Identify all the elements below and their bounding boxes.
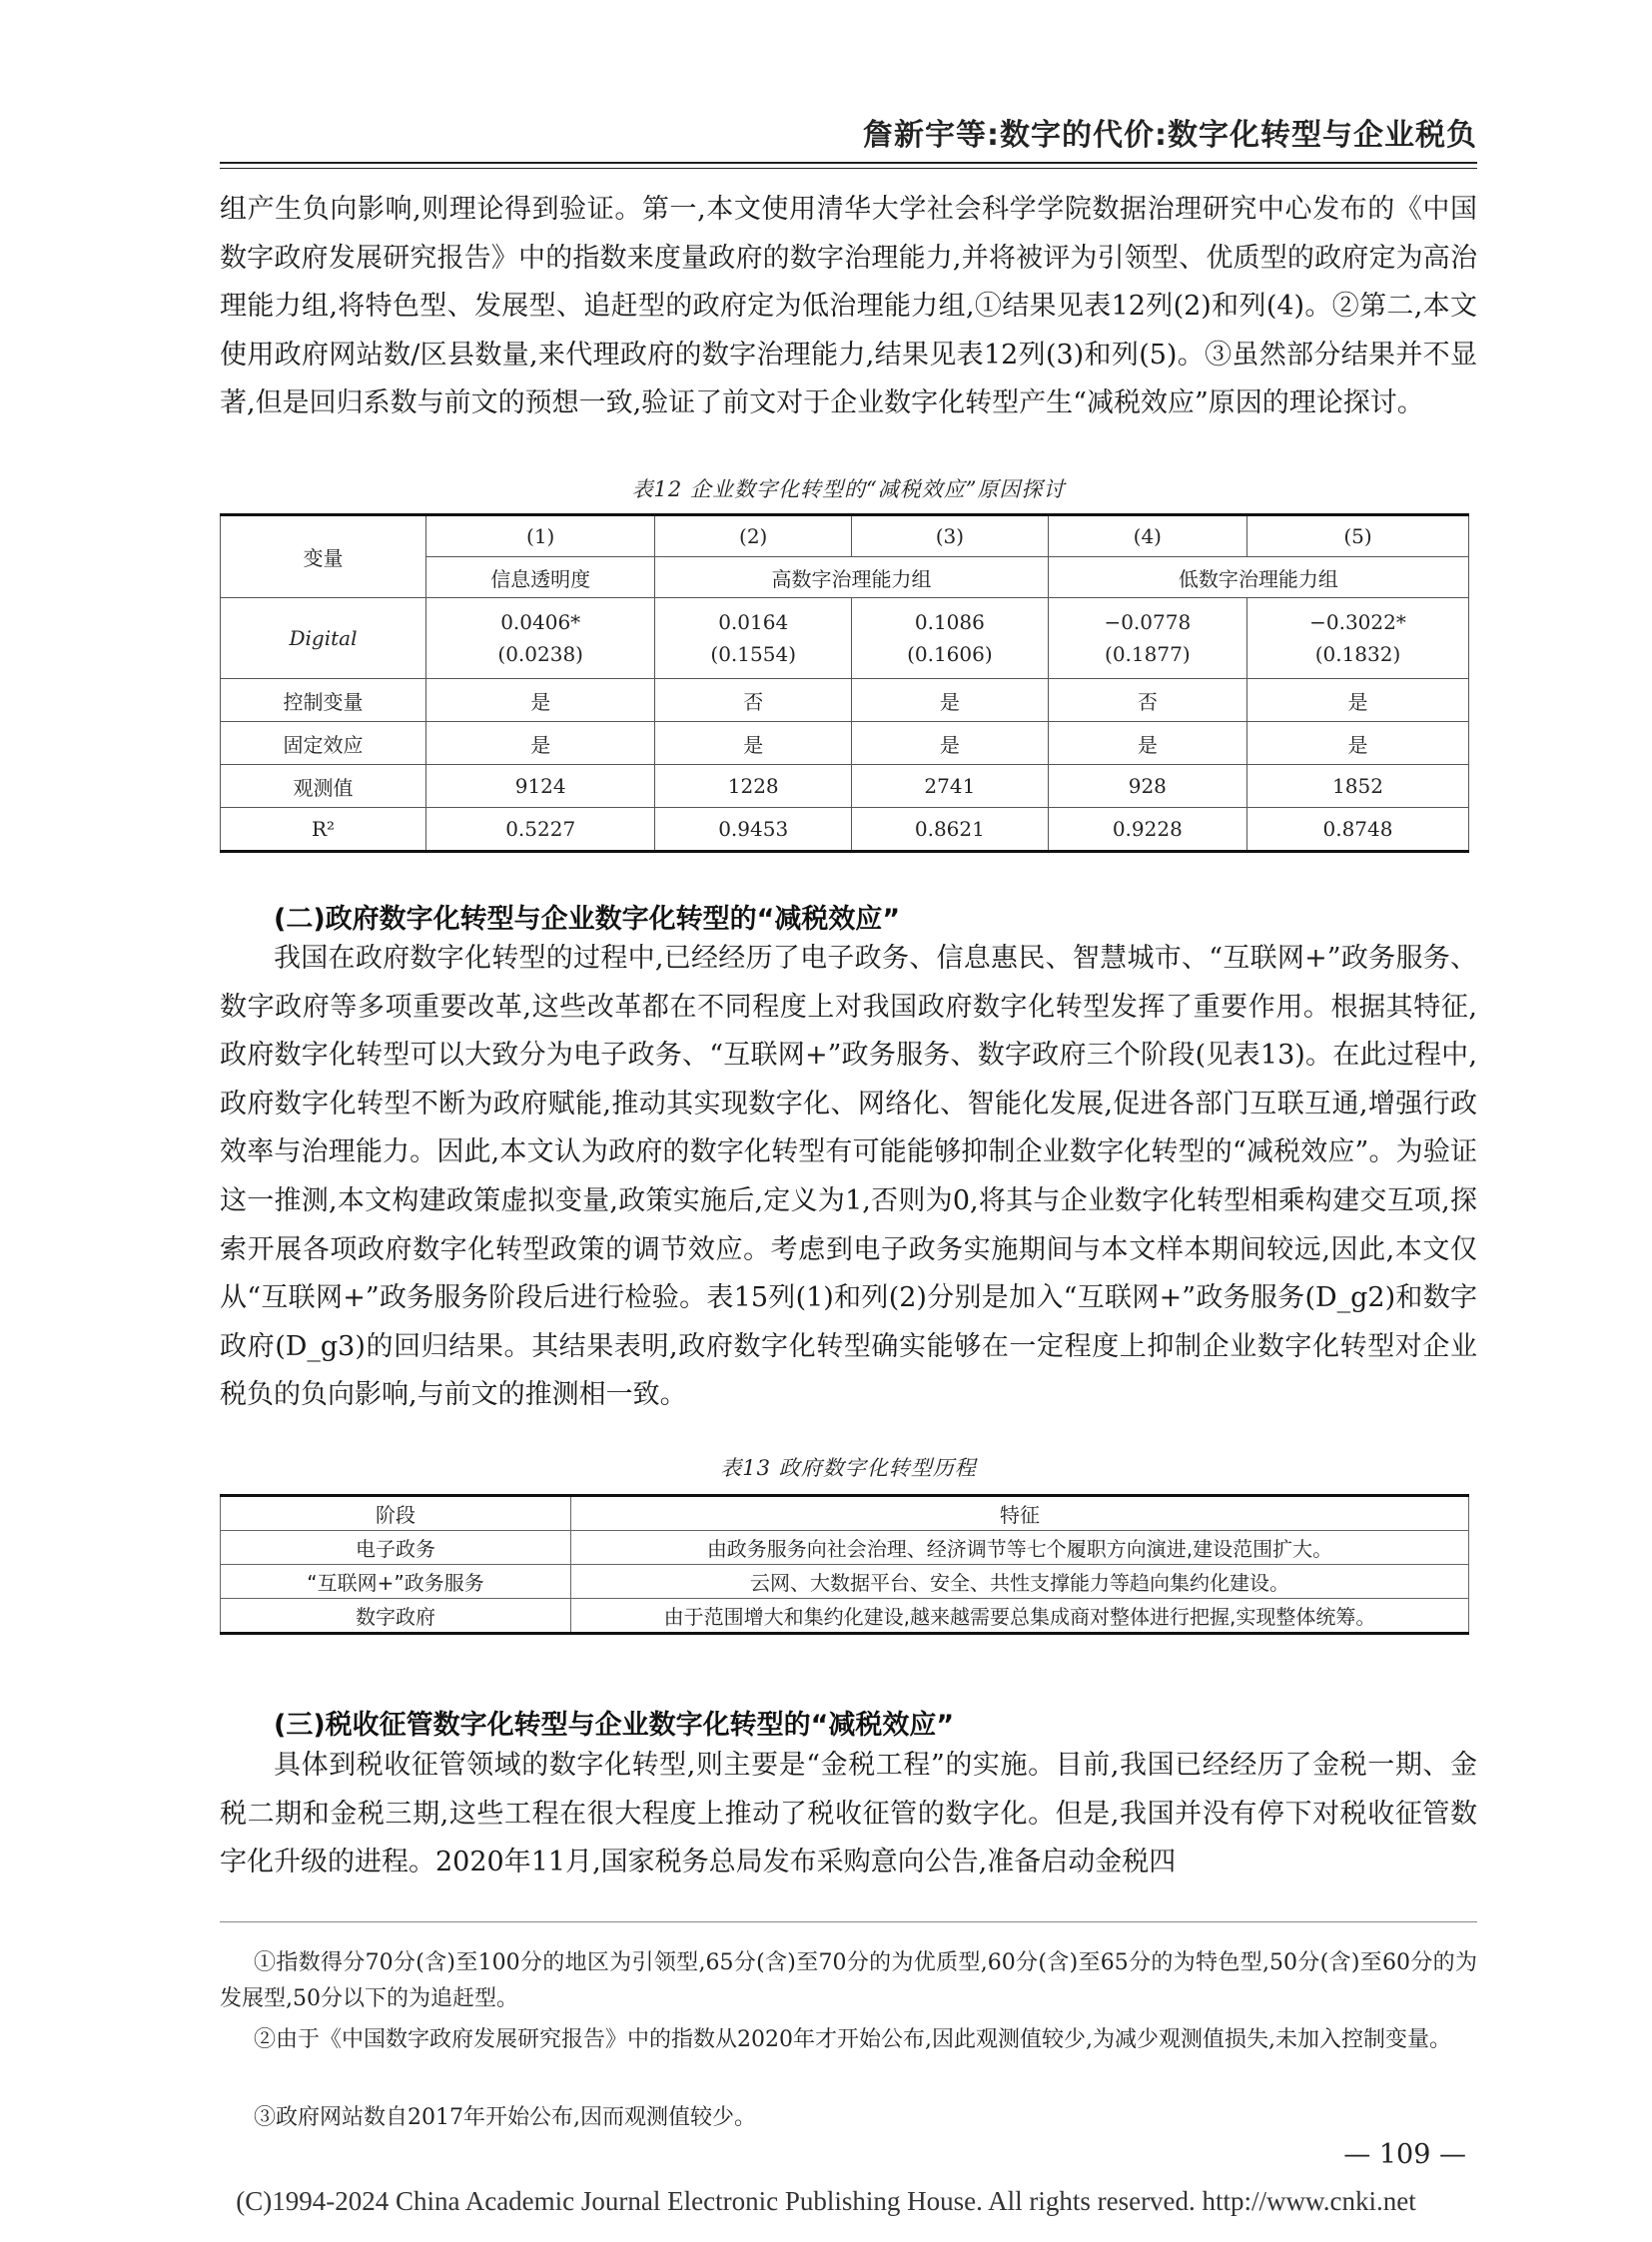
digital-label: Digital [289,626,358,650]
table12-row-label: R² [221,808,426,852]
table12-header-row [221,515,1469,557]
table12-row-controls [221,679,1469,722]
std-error: (0.0238) [497,642,583,666]
table12-caption: 表12 企业数字化转型的“减税效应”原因探讨 [631,477,1066,501]
footnote-3: ③政府网站数自2017年开始公布,因而观测值较少。 [254,2105,756,2130]
table12-cell [852,598,1049,679]
table12-cell: 否 [655,679,852,722]
section-heading-3: (三)税收征管数字化转型与企业数字化转型的“减税效应” [274,1710,955,1741]
table12-cell: 9124 [426,765,655,808]
table13-header-feature: 特征 [571,1496,1469,1531]
table12-row-r2 [221,808,1469,852]
table12-group-3: 低数字治理能力组 [1048,557,1468,598]
std-error: (0.1606) [907,642,993,666]
std-error: (0.1554) [710,642,796,666]
footnote-1: ①指数得分70分(含)至100分的地区为引领型,65分(含)至70分的为优质型,60分(含)至65分的为特色型,50分(含)至60分的为发展型,50分以下的为追赶型。 [220,1950,1477,2011]
table12-cell [1048,598,1246,679]
table12-cell: 2741 [852,765,1049,808]
table13-feature: 云网、大数据平台、安全、共性支撑能力等趋向集约化建设。 [571,1565,1469,1599]
copyright-footer: (C)1994-2024 China Academic Journal Electronic Publishing House. All rights reserved. http://www.cnki.net [236,2186,1416,2216]
table12-col-num: (3) [852,515,1049,557]
table13-feature: 由于范围增大和集约化建设,越来越需要总集成商对整体进行把握,实现整体统筹。 [571,1599,1469,1634]
table12-cell: 是 [426,679,655,722]
table12-col-num: (2) [655,515,852,557]
table12-row-digital [221,598,1469,679]
table12-cell: 是 [852,722,1049,765]
table12-cell [655,598,852,679]
table12-cell: 1852 [1246,765,1468,808]
table12-row-label [221,598,426,679]
table12-cell [1246,598,1468,679]
table12-group-2: 高数字治理能力组 [655,557,1048,598]
table12-cell: 0.9228 [1048,808,1246,852]
std-error: (0.1877) [1105,642,1191,666]
header-rule [220,162,1477,164]
table13-row [221,1531,1469,1565]
table12-cell: 是 [426,722,655,765]
header-rule-thin [220,168,1477,169]
table12-row-label: 固定效应 [221,722,426,765]
table13-caption: 表13 政府数字化转型历程 [720,1456,977,1480]
table12-cell: 1228 [655,765,852,808]
table13-feature: 由政务服务向社会治理、经济调节等七个履职方向演进,建设范围扩大。 [571,1531,1469,1565]
table12-cell: 是 [852,679,1049,722]
coef: 0.0164 [718,610,789,634]
std-error: (0.1832) [1314,642,1401,666]
table12-cell: 否 [1048,679,1246,722]
coef: 0.1086 [914,610,985,634]
footnote-rule [220,1921,1477,1922]
coef: −0.3022* [1309,610,1406,634]
table13-header-stage: 阶段 [221,1496,571,1531]
table12 [220,513,1469,853]
table13 [220,1494,1469,1635]
table13-row [221,1565,1469,1599]
page-number: — 109 — [1343,2139,1466,2170]
running-header: 詹新宇等:数字的代价:数字化转型与企业税负 [863,118,1477,153]
table12-col-num: (1) [426,515,655,557]
table13-row [221,1599,1469,1634]
paragraph-3: 具体到税收征管领域的数字化转型,则主要是“金税工程”的实施。目前,我国已经经历了金税一期、金税二期和金税三期,这些工程在很大程度上推动了税收征管的数字化。但是,我国并没有停下对税收征管数字化升级的进程。2020年11月,国家税务总局发布采购意向公告,准备启动金税四 [220,1750,1477,1878]
coef: −0.0778 [1104,610,1192,634]
section-heading-2: (二)政府数字化转型与企业数字化转型的“减税效应” [274,904,901,935]
table12-cell: 0.8621 [852,808,1049,852]
table12-cell: 0.5227 [426,808,655,852]
table12-row-label: 控制变量 [221,679,426,722]
table12-row-observations [221,765,1469,808]
table12-var-header: 变量 [221,515,426,598]
table12-cell: 是 [1246,679,1468,722]
table12-cell: 928 [1048,765,1246,808]
table12-col-num: (4) [1048,515,1246,557]
coef: 0.0406* [500,610,581,634]
table12-cell: 是 [1048,722,1246,765]
table12-row-fixed-effects [221,722,1469,765]
table13-stage: “互联网+”政务服务 [221,1565,571,1599]
table12-cell: 0.8748 [1246,808,1468,852]
table13-header-row [221,1496,1469,1531]
table13-stage: 数字政府 [221,1599,571,1634]
footnote-2: ②由于《中国数字政府发展研究报告》中的指数从2020年才开始公布,因此观测值较少,为减少观测值损失,未加入控制变量。 [254,2027,1451,2052]
paragraph-2: 我国在政府数字化转型的过程中,已经经历了电子政务、信息惠民、智慧城市、“互联网+”政务服务、数字政府等多项重要改革,这些改革都在不同程度上对我国政府数字化转型发挥了重要作用。根据其特征,政府数字化转型可以大致分为电子政务、“互联网+”政务服务、数字政府三个阶段(见表13)。在此过程中,政府数字化转型不断为政府赋能,推动其实现数字化、网络化、智能化发展,促进各部门互联互通,增强行政效率与治理能力。因此,本文认为政府的数字化转型有可能能够抑制企业数字化转型的“减税效应”。为验证这一推测,本文构建政策虚拟变量,政策实施后,定义为1,否则为0,将其与企业数字化转型相乘构建交互项,探索开展各项政府数字化转型政策的调节效应。考虑到电子政务实施期间与本文样本期间较远,因此,本文仅从“互联网+”政务服务阶段后进行检验。表15列(1)和列(2)分别是加入“互联网+”政务服务(D_g2)和数字政府(D_g3)的回归结果。其结果表明,政府数字化转型确实能够在一定程度上抑制企业数字化转型对企业税负的负向影响,与前文的推测相一致。 [220,943,1477,1411]
paragraph-1: 组产生负向影响,则理论得到验证。第一,本文使用清华大学社会科学学院数据治理研究中心发布的《中国数字政府发展研究报告》中的指数来度量政府的数字治理能力,并将被评为引领型、优质型的政府定为高治理能力组,将特色型、发展型、追赶型的政府定为低治理能力组,①结果见表12列(2)和列(4)。②第二,本文使用政府网站数/区县数量,来代理政府的数字治理能力,结果见表12列(3)和列(5)。③虽然部分结果并不显著,但是回归系数与前文的预想一致,验证了前文对于企业数字化转型产生“减税效应”原因的理论探讨。 [220,194,1477,419]
table13-stage: 电子政务 [221,1531,571,1565]
table12-group-1: 信息透明度 [426,557,655,598]
table12-row-label: 观测值 [221,765,426,808]
table12-cell: 是 [655,722,852,765]
table12-cell: 0.9453 [655,808,852,852]
table12-col-num: (5) [1246,515,1468,557]
table12-cell: 是 [1246,722,1468,765]
table12-cell [426,598,655,679]
